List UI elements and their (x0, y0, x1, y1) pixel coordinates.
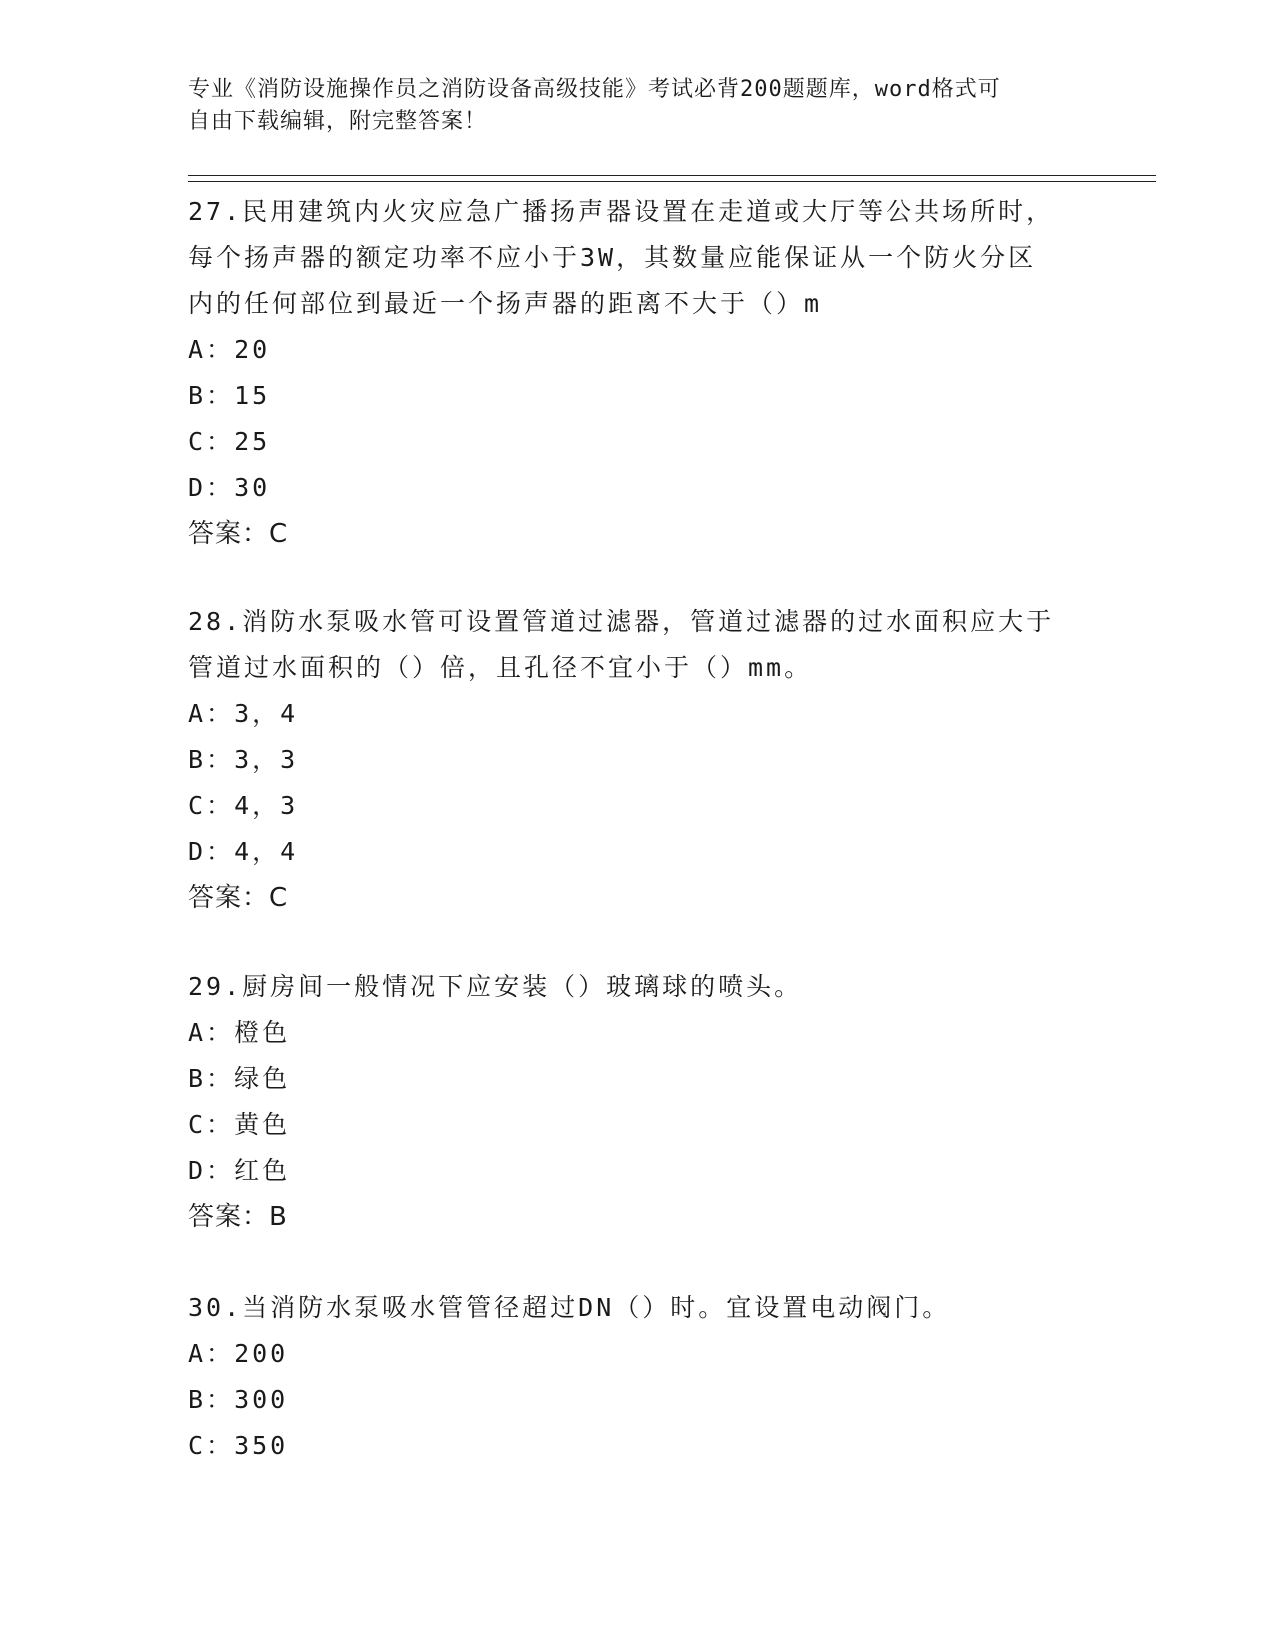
option-b (188, 373, 1088, 419)
option-c (188, 1423, 1088, 1469)
option-a (188, 1010, 1088, 1056)
option-d (188, 1148, 1088, 1194)
header-line-2: 自由下载编辑，附完整答案！ (188, 109, 488, 134)
option-key: B： (188, 1064, 235, 1093)
question-stem-line: 内的任何部位到最近一个扬声器的距离不大于（）m (188, 289, 823, 318)
option-b (188, 1056, 1088, 1102)
question-27 (188, 189, 1088, 557)
option-text: 15 (234, 381, 271, 410)
option-text: 4，4 (234, 837, 299, 866)
question-stem-line: 28.消防水泵吸水管可设置管道过滤器，管道过滤器的过水面积应大于 (188, 607, 1055, 636)
option-b (188, 737, 1088, 783)
option-text: 橙色 (234, 1018, 291, 1047)
option-key: C： (188, 1110, 235, 1139)
question-28 (188, 599, 1088, 921)
option-text: 红色 (234, 1156, 291, 1185)
option-b (188, 1377, 1088, 1423)
option-c (188, 783, 1088, 829)
option-text: 黄色 (234, 1110, 291, 1139)
option-key: C： (188, 791, 235, 820)
option-d (188, 829, 1088, 875)
option-a (188, 1331, 1088, 1377)
option-key: B： (188, 745, 235, 774)
option-text: 4，3 (234, 791, 299, 820)
option-key: D： (188, 1156, 235, 1185)
answer-line: 答案：B (188, 1202, 288, 1232)
question-stem-line: 29.厨房间一般情况下应安装（）玻璃球的喷头。 (188, 972, 803, 1001)
option-key: A： (188, 335, 235, 364)
option-text: 3，3 (234, 745, 299, 774)
document-header (188, 74, 1068, 138)
question-stem-line: 27.民用建筑内火灾应急广播扬声器设置在走道或大厅等公共场所时， (188, 197, 1055, 226)
option-key: B： (188, 381, 235, 410)
option-key: B： (188, 1385, 235, 1414)
option-text: 25 (234, 427, 271, 456)
header-divider-top (188, 175, 1156, 176)
option-text: 200 (234, 1339, 289, 1368)
option-a (188, 691, 1088, 737)
option-text: 300 (234, 1385, 289, 1414)
option-key: A： (188, 1339, 235, 1368)
question-stem-line: 每个扬声器的额定功率不应小于3W，其数量应能保证从一个防火分区 (188, 243, 1037, 272)
option-key: D： (188, 473, 235, 502)
option-text: 绿色 (234, 1064, 291, 1093)
option-key: C： (188, 1431, 235, 1460)
answer-line: 答案：C (188, 519, 289, 549)
header-line-1: 专业《消防设施操作员之消防设备高级技能》考试必背200题题库，word格式可 (188, 77, 1001, 102)
question-29 (188, 964, 1088, 1240)
option-text: 30 (234, 473, 271, 502)
option-c (188, 1102, 1088, 1148)
question-stem-line: 30.当消防水泵吸水管管径超过DN（）时。宜设置电动阀门。 (188, 1293, 951, 1322)
option-c (188, 419, 1088, 465)
header-divider-bottom (188, 181, 1156, 182)
option-d (188, 465, 1088, 511)
option-key: D： (188, 837, 235, 866)
answer-line: 答案：C (188, 883, 289, 913)
option-text: 350 (234, 1431, 289, 1460)
option-a (188, 327, 1088, 373)
question-stem-line: 管道过水面积的（）倍，且孔径不宜小于（）mm。 (188, 653, 813, 682)
option-key: C： (188, 427, 235, 456)
question-30 (188, 1285, 1088, 1469)
option-text: 20 (234, 335, 271, 364)
option-key: A： (188, 699, 235, 728)
option-text: 3，4 (234, 699, 299, 728)
option-key: A： (188, 1018, 235, 1047)
